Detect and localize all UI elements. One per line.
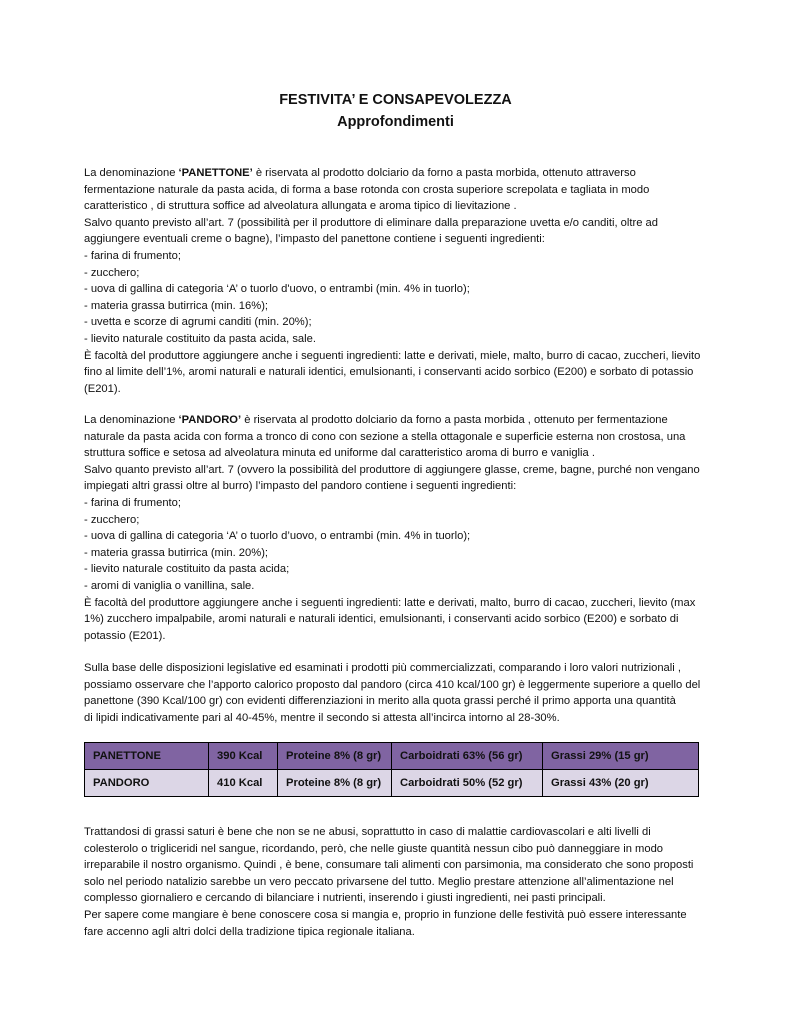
nutrition-table — [84, 742, 699, 797]
paragraph-line: struttura soffice e setosa ad alveolatura minuta ed uniforme dal caratteristico aroma di burro e vaniglia . — [84, 447, 595, 460]
paragraph-line: Trattandosi di grassi saturi è bene che non se ne abusi, soprattutto in caso di malattie cardiovascolari e alti livelli di — [84, 826, 651, 838]
paragraph-line: Salvo quanto previsto all’art. 7 (possibilità per il produttore di eliminare dalla preparazione uvetta e/o canditi, oltre ad — [84, 216, 658, 229]
paragraph-line: - uova di gallina di categoria ‘A’ o tuorlo d’uovo, o entrambi (min. 4% in tuorlo); — [84, 530, 471, 543]
paragraph-line: Per sapere come mangiare è bene conoscere cosa si mangia e, proprio in funzione delle festività può essere interessante — [84, 908, 687, 921]
pandoro-term: ‘PANDORO’ — [178, 414, 242, 426]
paragraph-line: complesso giornaliero e cercando di bilanciare i nutrienti, inserendo i giusti ingredienti, nei pasti principali. — [84, 892, 606, 905]
table-row — [85, 770, 699, 797]
paragraph-line: - uova di gallina di categoria ‘A’ o tuorlo d'uovo, o entrambi (min. 4% in tuorlo); — [84, 283, 470, 296]
paragraph-line: fermentazione naturale da pasta acida, di forma a base rotonda con crosta superiore screpolata e tagliata in modo — [84, 183, 650, 196]
table-cell: Grassi 29% (15 gr) — [543, 743, 699, 770]
document-title: FESTIVITA’ E CONSAPEVOLEZZA — [279, 92, 512, 108]
table-cell: Carboidrati 63% (56 gr) — [392, 743, 543, 770]
pandoro-paragraph — [84, 412, 724, 644]
paragraph-line: fare accenno agli altri dolci della tradizione tipica regionale italiana. — [84, 925, 415, 938]
paragraph-line: - uvetta e scorze di agrumi canditi (min. 20%); — [84, 316, 312, 329]
panettone-paragraph — [84, 165, 724, 397]
paragraph-line: 1%) zucchero impalpabile, aromi naturali e naturali identici, emulsionanti, i conservanti acido sorbico (E200) e sorbato di — [84, 613, 679, 626]
paragraph-line: La denominazione ‘PANDORO’ è riservata al prodotto dolciario da forno a pasta morbida , ottenuto per fermentazione — [84, 414, 668, 426]
document-subtitle: Approfondimenti — [337, 114, 454, 130]
paragraph-line: caratteristico , di struttura soffice ad alveolatura allungata e aroma tipico di lievitazione . — [84, 200, 517, 213]
paragraph-line: - aromi di vaniglia o vanillina, sale. — [84, 579, 255, 592]
paragraph-line: fino al limite dell’1%, aromi naturali e naturali identici, emulsionanti, i conservanti acido sorbico (E200) e sorbato di potassio — [84, 366, 694, 379]
table-row — [85, 743, 699, 770]
paragraph-line: - zucchero; — [84, 513, 140, 526]
paragraph-line: - lievito naturale costituito da pasta acida, sale. — [84, 332, 316, 345]
paragraph-line: panettone (390 Kcal/100 gr) con evidenti differenziazioni in merito alla quota grassi perché il primo apporta una quantità — [84, 695, 676, 708]
paragraph-line: colesterolo o trigliceridi nel sangue, ricordando, però, che nelle giuste quantità nessun cibo può danneggiare in modo — [84, 842, 664, 855]
paragraph-line: irreparabile il nostro organismo. Quindi , è bene, consumare tali alimenti con parsimonia, ma considerato che sono proposti — [84, 859, 694, 872]
paragraph-line: impiegati altri grassi oltre al burro) l’impasto del pandoro contiene i seguenti ingredienti: — [84, 480, 517, 493]
paragraph-line: - lievito naturale costituito da pasta acida; — [84, 563, 290, 576]
conclusion-paragraph — [84, 824, 724, 940]
table-cell: Proteine 8% (8 gr) — [278, 743, 392, 770]
table-cell: 390 Kcal — [209, 743, 278, 770]
paragraph-line: - materia grassa butirrica (min. 16%); — [84, 299, 269, 312]
paragraph-line: - farina di frumento; — [84, 496, 182, 509]
paragraph-line: La denominazione ‘PANETTONE’ è riservata al prodotto dolciario da forno a pasta morbida, ottenuto attraverso — [84, 167, 636, 179]
table-cell: PANETTONE — [85, 743, 209, 770]
paragraph-line: naturale da pasta acida con forma a tronco di cono con sezione a stella ottagonale e superficie esterna non crostosa, una — [84, 430, 686, 443]
paragraph-line: - materia grassa butirrica (min. 20%); — [84, 546, 269, 559]
paragraph-line: - zucchero; — [84, 266, 140, 279]
comparison-paragraph — [84, 660, 724, 726]
paragraph-line: possiamo osservare che l’apporto calorico proposto dal pandoro (circa 410 kcal/100 gr) è leggermente superiore a quello del — [84, 678, 701, 691]
paragraph-line: Salvo quanto previsto all’art. 7 (ovvero la possibilità del produttore di aggiungere glasse, creme, bagne, purché non vengano — [84, 463, 700, 476]
panettone-term: ‘PANETTONE’ — [178, 167, 253, 179]
paragraph-line: (E201). — [84, 382, 121, 395]
table-cell: Carboidrati 50% (52 gr) — [392, 770, 543, 797]
table-cell: PANDORO — [85, 770, 209, 797]
paragraph-line: di lipidi indicativamente pari al 40-45%, mentre il secondo si attesta all’incirca intorno al 28-30%. — [84, 711, 560, 724]
paragraph-line: Sulla base delle disposizioni legislative ed esaminati i prodotti più commercializzati, comparando i loro valori nutrizionali , — [84, 662, 681, 674]
table-cell: 410 Kcal — [209, 770, 278, 797]
paragraph-line: potassio (E201). — [84, 629, 166, 642]
paragraph-line: aggiungere eventuali creme o bagne), l’impasto del panettone contiene i seguenti ingredienti: — [84, 233, 545, 246]
paragraph-line: È facoltà del produttore aggiungere anche i seguenti ingredienti: latte e derivati, miele, malto, burro di cacao, zuccheri, lievito — [84, 349, 701, 362]
paragraph-line: solo nel periodo natalizio sarebbe un vero peccato privarsene del tutto. Meglio prestare attenzione all’alimentazione nel — [84, 875, 674, 888]
table-cell: Proteine 8% (8 gr) — [278, 770, 392, 797]
paragraph-line: È facoltà del produttore aggiungere anche i seguenti ingredienti: latte e derivati, malto, burro di cacao, zuccheri, lievito (max — [84, 596, 696, 609]
paragraph-line: - farina di frumento; — [84, 249, 182, 262]
table-cell: Grassi 43% (20 gr) — [543, 770, 699, 797]
